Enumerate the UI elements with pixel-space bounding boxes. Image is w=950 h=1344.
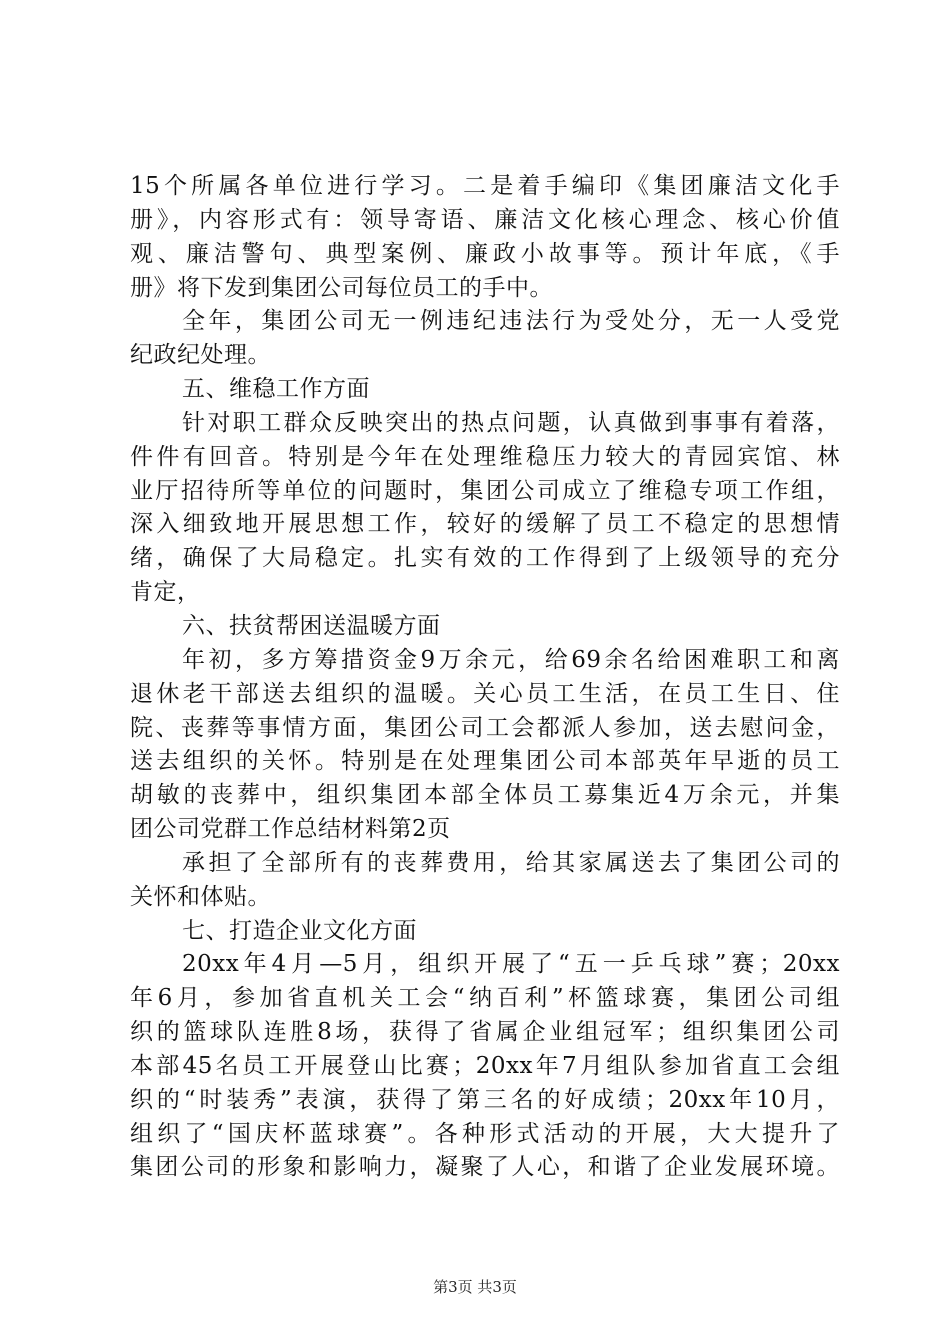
text-line: 册》，内容形式有：领导寄语、廉洁文化核心理念、核心价值: [130, 206, 840, 233]
text-line: 七、打造企业文化方面: [182, 917, 417, 944]
text-line: 15个所属各单位进行学习。二是着手编印《集团廉洁文化手: [130, 173, 840, 199]
text-line: 组织了“国庆杯蓝球赛”。各种形式活动的开展，大大提升了: [130, 1120, 840, 1147]
text-line: 团公司党群工作总结材料第2页: [130, 816, 451, 843]
page-footer: 第3页 共3页: [433, 1278, 517, 1296]
text-line: 五、维稳工作方面: [182, 376, 370, 403]
text-line: 深入细致地开展思想工作，较好的缓解了员工不稳定的思想情: [130, 511, 840, 538]
text-line: 织的“时装秀”表演，获得了第三名的好成绩；20xx年10月，: [130, 1086, 840, 1113]
text-line: 织的篮球队连胜8场，获得了省属企业组冠军；组织集团公司: [130, 1019, 840, 1046]
text-line: 肯定，: [130, 579, 201, 606]
text-line: 年初，多方筹措资金9万余元，给69余名给困难职工和离: [182, 646, 840, 673]
text-line: 院、丧葬等事情方面，集团公司工会都派人参加，送去慰问金，: [130, 714, 840, 741]
text-line: 观、廉洁警句、典型案例、廉政小故事等。预计年底，《手: [130, 240, 840, 267]
text-line: 集团公司的形象和影响力，凝聚了人心，和谐了企业发展环境。: [130, 1154, 840, 1181]
document-body: [130, 170, 840, 1185]
text-line: 业厅招待所等单位的问题时，集团公司成立了维稳专项工作组，: [130, 477, 840, 504]
text-line: 年6月，参加省直机关工会“纳百利”杯篮球赛，集团公司组: [130, 985, 840, 1012]
text-line: 承担了全部所有的丧葬费用，给其家属送去了集团公司的: [182, 849, 840, 876]
text-line: 全年，集团公司无一例违纪违法行为受处分，无一人受党: [182, 308, 840, 335]
text-line: 纪政纪处理。: [130, 342, 271, 369]
text-line: 册》将下发到集团公司每位员工的手中。: [130, 274, 553, 301]
text-line: 20xx年4月—5月，组织开展了“五一乒乓球”赛；20xx: [182, 951, 840, 978]
text-line: 六、扶贫帮困送温暖方面: [182, 612, 441, 639]
text-line: 针对职工群众反映突出的热点问题，认真做到事事有着落，: [182, 409, 840, 436]
text-line: 件件有回音。特别是今年在处理维稳压力较大的青园宾馆、林: [130, 443, 840, 470]
text-line: 胡敏的丧葬中，组织集团本部全体员工募集近4万余元，并集: [130, 782, 840, 809]
text-line: 退休老干部送去组织的温暖。关心员工生活，在员工生日、住: [130, 680, 840, 707]
text-line: 关怀和体贴。: [130, 883, 271, 910]
text-line: 本部45名员工开展登山比赛；20xx年7月组队参加省直工会组: [130, 1052, 840, 1079]
text-line: 送去组织的关怀。特别是在处理集团公司本部英年早逝的员工: [130, 748, 840, 775]
text-line: 绪，确保了大局稳定。扎实有效的工作得到了上级领导的充分: [130, 545, 840, 572]
